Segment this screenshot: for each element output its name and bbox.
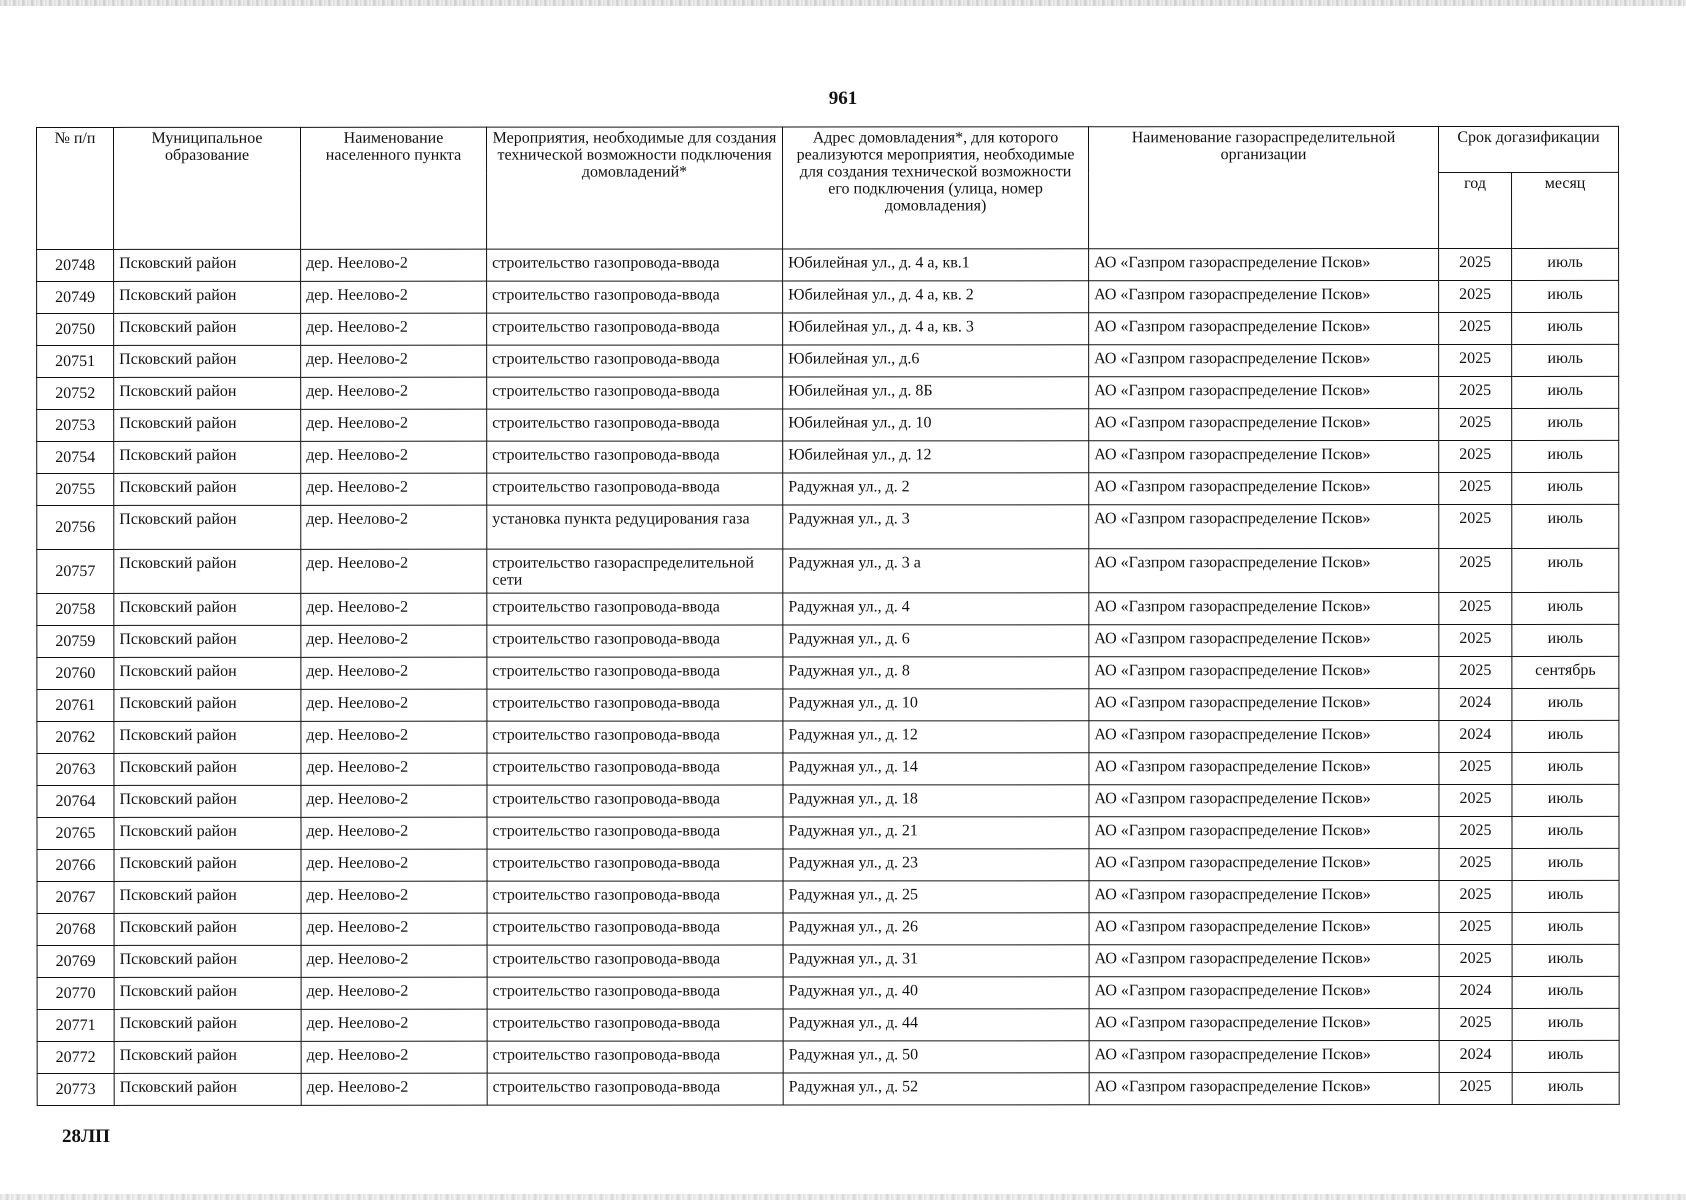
table-row	[37, 912, 1619, 945]
cell-num: 20751	[37, 345, 114, 377]
cell-measure: строительство газопровода-ввода	[487, 281, 783, 313]
cell-measure: строительство газопровода-ввода	[487, 881, 783, 913]
cell-num: 20759	[37, 625, 114, 657]
cell-address: Юбилейная ул., д. 4 а, кв. 2	[783, 281, 1089, 313]
cell-num: 20767	[37, 881, 114, 913]
table-row	[37, 280, 1619, 313]
table-row	[37, 592, 1619, 625]
cell-address: Радужная ул., д. 26	[783, 913, 1089, 945]
header-month: месяц	[1512, 172, 1619, 248]
cell-address: Радужная ул., д. 3	[783, 505, 1089, 549]
cell-month: июль	[1512, 1040, 1619, 1072]
cell-settlement: дер. Неелово-2	[301, 849, 487, 881]
cell-organization: АО «Газпром газораспределение Псков»	[1089, 377, 1439, 409]
cell-organization: АО «Газпром газораспределение Псков»	[1089, 753, 1439, 785]
cell-num: 20749	[37, 281, 114, 313]
cell-month: июль	[1512, 248, 1619, 280]
cell-settlement: дер. Неелово-2	[301, 977, 487, 1009]
cell-address: Юбилейная ул., д. 8Б	[783, 377, 1089, 409]
cell-num: 20760	[37, 657, 114, 689]
header-num: № п/п	[37, 127, 114, 249]
cell-measure: строительство газопровода-ввода	[487, 785, 783, 817]
cell-organization: АО «Газпром газораспределение Псков»	[1089, 817, 1439, 849]
cell-measure: строительство газопровода-ввода	[487, 1073, 783, 1105]
cell-organization: АО «Газпром газораспределение Псков»	[1089, 945, 1439, 977]
cell-year: 2025	[1439, 752, 1512, 784]
table-row	[37, 376, 1619, 409]
cell-num: 20753	[37, 409, 114, 441]
cell-num: 20765	[37, 817, 114, 849]
cell-organization: АО «Газпром газораспределение Псков»	[1089, 849, 1439, 881]
table-row	[37, 248, 1619, 281]
cell-month: июль	[1512, 504, 1619, 548]
cell-settlement: дер. Неелово-2	[301, 1041, 487, 1073]
cell-address: Радужная ул., д. 23	[783, 849, 1089, 881]
cell-measure: строительство газопровода-ввода	[487, 753, 783, 785]
cell-address: Юбилейная ул., д. 4 а, кв.1	[783, 249, 1089, 281]
cell-num: 20773	[37, 1073, 114, 1105]
cell-year: 2025	[1439, 944, 1512, 976]
cell-month: июль	[1512, 880, 1619, 912]
cell-num: 20771	[37, 1009, 114, 1041]
cell-municipality: Псковский район	[114, 689, 301, 721]
cell-month: июль	[1512, 816, 1619, 848]
cell-month: июль	[1512, 376, 1619, 408]
cell-municipality: Псковский район	[114, 249, 301, 281]
cell-measure: строительство газопровода-ввода	[487, 913, 783, 945]
cell-month: июль	[1512, 720, 1619, 752]
cell-address: Радужная ул., д. 3 а	[783, 549, 1089, 593]
cell-address: Радужная ул., д. 10	[783, 689, 1089, 721]
table-row	[37, 816, 1619, 849]
cell-settlement: дер. Неелово-2	[301, 473, 487, 505]
cell-measure: строительство газопровода-ввода	[487, 593, 783, 625]
cell-year: 2025	[1439, 624, 1512, 656]
cell-settlement: дер. Неелово-2	[301, 345, 487, 377]
cell-measure: строительство газопровода-ввода	[487, 473, 783, 505]
cell-organization: АО «Газпром газораспределение Псков»	[1089, 1041, 1439, 1073]
cell-settlement: дер. Неелово-2	[301, 913, 487, 945]
cell-organization: АО «Газпром газораспределение Псков»	[1089, 721, 1439, 753]
cell-municipality: Псковский район	[114, 785, 301, 817]
cell-year: 2025	[1439, 548, 1512, 592]
cell-measure: строительство газопровода-ввода	[487, 1041, 783, 1073]
cell-num: 20772	[37, 1041, 114, 1073]
cell-settlement: дер. Неелово-2	[301, 945, 487, 977]
cell-num: 20770	[37, 977, 114, 1009]
cell-measure: строительство газопровода-ввода	[487, 625, 783, 657]
cell-address: Радужная ул., д. 6	[783, 625, 1089, 657]
cell-municipality: Псковский район	[114, 441, 301, 473]
cell-address: Радужная ул., д. 44	[783, 1009, 1089, 1041]
cell-settlement: дер. Неелово-2	[301, 881, 487, 913]
cell-settlement: дер. Неелово-2	[301, 249, 487, 281]
cell-municipality: Псковский район	[114, 549, 301, 593]
cell-address: Радужная ул., д. 8	[783, 657, 1089, 689]
cell-year: 2025	[1439, 848, 1512, 880]
cell-measure: строительство газопровода-ввода	[487, 409, 783, 441]
cell-settlement: дер. Неелово-2	[301, 313, 487, 345]
cell-year: 2025	[1439, 1072, 1512, 1104]
cell-num: 20758	[37, 593, 114, 625]
scan-edge-top	[0, 0, 1686, 6]
cell-settlement: дер. Неелово-2	[301, 625, 487, 657]
cell-num: 20750	[37, 313, 114, 345]
cell-num: 20757	[37, 549, 114, 593]
cell-year: 2025	[1439, 656, 1512, 688]
table-row	[37, 752, 1619, 785]
cell-organization: АО «Газпром газораспределение Псков»	[1089, 625, 1439, 657]
cell-year: 2025	[1439, 472, 1512, 504]
cell-organization: АО «Газпром газораспределение Псков»	[1089, 249, 1439, 281]
table-row	[37, 504, 1619, 549]
cell-municipality: Псковский район	[114, 721, 301, 753]
cell-organization: АО «Газпром газораспределение Псков»	[1089, 281, 1439, 313]
table-row	[37, 344, 1619, 377]
cell-municipality: Псковский район	[114, 1073, 301, 1105]
cell-organization: АО «Газпром газораспределение Псков»	[1089, 689, 1439, 721]
cell-year: 2025	[1439, 912, 1512, 944]
cell-address: Радужная ул., д. 4	[783, 593, 1089, 625]
table-row	[37, 688, 1619, 721]
table-row	[37, 656, 1619, 689]
cell-settlement: дер. Неелово-2	[301, 657, 487, 689]
table-row	[37, 312, 1619, 345]
table-row	[37, 848, 1619, 881]
table-row	[37, 548, 1619, 593]
cell-organization: АО «Газпром газораспределение Псков»	[1089, 473, 1439, 505]
cell-measure: строительство газопровода-ввода	[487, 441, 783, 473]
header-year: год	[1439, 172, 1512, 248]
cell-year: 2025	[1439, 408, 1512, 440]
cell-organization: АО «Газпром газораспределение Псков»	[1089, 1009, 1439, 1041]
cell-organization: АО «Газпром газораспределение Псков»	[1089, 785, 1439, 817]
table-row	[37, 624, 1619, 657]
cell-organization: АО «Газпром газораспределение Псков»	[1089, 593, 1439, 625]
cell-organization: АО «Газпром газораспределение Псков»	[1089, 1073, 1439, 1105]
cell-address: Радужная ул., д. 52	[783, 1073, 1089, 1105]
cell-num: 20754	[37, 441, 114, 473]
cell-organization: АО «Газпром газораспределение Псков»	[1089, 881, 1439, 913]
cell-address: Радужная ул., д. 40	[783, 977, 1089, 1009]
cell-municipality: Псковский район	[114, 409, 301, 441]
cell-num: 20764	[37, 785, 114, 817]
cell-year: 2025	[1439, 440, 1512, 472]
cell-address: Юбилейная ул., д. 12	[783, 441, 1089, 473]
table-row	[37, 440, 1619, 473]
cell-year: 2025	[1439, 504, 1512, 548]
cell-settlement: дер. Неелово-2	[301, 593, 487, 625]
header-measures: Мероприятия, необходимые для создания технической возможности подключения домовладений*	[487, 127, 783, 249]
cell-year: 2024	[1439, 976, 1512, 1008]
cell-month: июль	[1512, 976, 1619, 1008]
header-deadline: Срок догазификации	[1439, 126, 1619, 172]
cell-measure: строительство газопровода-ввода	[487, 1009, 783, 1041]
cell-month: июль	[1512, 280, 1619, 312]
cell-municipality: Псковский район	[114, 505, 301, 549]
cell-year: 2024	[1439, 688, 1512, 720]
cell-address: Радужная ул., д. 25	[783, 881, 1089, 913]
cell-year: 2025	[1439, 344, 1512, 376]
cell-address: Радужная ул., д. 14	[783, 753, 1089, 785]
table-row	[37, 1040, 1619, 1073]
cell-num: 20769	[37, 945, 114, 977]
table-header	[37, 126, 1619, 249]
cell-organization: АО «Газпром газораспределение Псков»	[1089, 977, 1439, 1009]
cell-num: 20766	[37, 849, 114, 881]
cell-municipality: Псковский район	[114, 1009, 301, 1041]
cell-year: 2025	[1439, 312, 1512, 344]
cell-settlement: дер. Неелово-2	[301, 817, 487, 849]
cell-measure: строительство газопровода-ввода	[487, 817, 783, 849]
cell-num: 20755	[37, 473, 114, 505]
cell-municipality: Псковский район	[114, 313, 301, 345]
cell-measure: строительство газопровода-ввода	[487, 249, 783, 281]
cell-address: Юбилейная ул., д. 10	[783, 409, 1089, 441]
cell-num: 20763	[37, 753, 114, 785]
cell-measure: строительство газопровода-ввода	[487, 657, 783, 689]
cell-measure: строительство газопровода-ввода	[487, 377, 783, 409]
cell-month: июль	[1512, 440, 1619, 472]
cell-num: 20761	[37, 689, 114, 721]
cell-month: июль	[1512, 472, 1619, 504]
cell-municipality: Псковский район	[114, 657, 301, 689]
cell-organization: АО «Газпром газораспределение Псков»	[1089, 549, 1439, 593]
header-address: Адрес домовладения*, для которого реализуются мероприятия, необходимые для создания технической возможности его подключения (улица, номер домовладения)	[783, 127, 1089, 249]
cell-month: июль	[1512, 1072, 1619, 1104]
cell-municipality: Псковский район	[114, 753, 301, 785]
cell-address: Юбилейная ул., д.6	[783, 345, 1089, 377]
gasification-table	[36, 126, 1620, 1106]
cell-settlement: дер. Неелово-2	[301, 549, 487, 593]
cell-organization: АО «Газпром газораспределение Псков»	[1089, 913, 1439, 945]
cell-month: июль	[1512, 688, 1619, 720]
cell-organization: АО «Газпром газораспределение Псков»	[1089, 657, 1439, 689]
cell-measure: строительство газопровода-ввода	[487, 721, 783, 753]
scan-edge-bottom	[0, 1194, 1686, 1200]
cell-month: июль	[1512, 624, 1619, 656]
cell-organization: АО «Газпром газораспределение Псков»	[1089, 441, 1439, 473]
cell-measure: строительство газопровода-ввода	[487, 977, 783, 1009]
cell-year: 2024	[1439, 720, 1512, 752]
cell-year: 2025	[1439, 816, 1512, 848]
cell-municipality: Псковский район	[114, 593, 301, 625]
table-row	[37, 408, 1619, 441]
cell-municipality: Псковский район	[114, 1041, 301, 1073]
cell-month: июль	[1512, 848, 1619, 880]
header-settlement: Наименование населенного пункта	[301, 127, 487, 249]
cell-month: июль	[1512, 548, 1619, 592]
cell-month: июль	[1512, 944, 1619, 976]
table-row	[37, 944, 1619, 977]
cell-year: 2025	[1439, 784, 1512, 816]
cell-settlement: дер. Неелово-2	[301, 281, 487, 313]
cell-municipality: Псковский район	[114, 281, 301, 313]
cell-settlement: дер. Неелово-2	[301, 505, 487, 549]
header-municipality: Муниципальное образование	[114, 127, 301, 249]
cell-municipality: Псковский район	[114, 977, 301, 1009]
cell-municipality: Псковский район	[114, 945, 301, 977]
table-row	[37, 720, 1619, 753]
cell-year: 2025	[1439, 880, 1512, 912]
cell-measure: строительство газопровода-ввода	[487, 849, 783, 881]
cell-num: 20768	[37, 913, 114, 945]
table-body	[37, 248, 1620, 1105]
cell-organization: АО «Газпром газораспределение Псков»	[1089, 345, 1439, 377]
page-number: 961	[828, 88, 858, 109]
cell-settlement: дер. Неелово-2	[301, 721, 487, 753]
cell-settlement: дер. Неелово-2	[301, 409, 487, 441]
cell-settlement: дер. Неелово-2	[301, 1073, 487, 1105]
cell-year: 2025	[1439, 376, 1512, 408]
cell-organization: АО «Газпром газораспределение Псков»	[1089, 409, 1439, 441]
table-row	[37, 976, 1619, 1009]
cell-measure: строительство газопровода-ввода	[487, 945, 783, 977]
cell-organization: АО «Газпром газораспределение Псков»	[1089, 313, 1439, 345]
cell-month: июль	[1512, 784, 1619, 816]
cell-num: 20762	[37, 721, 114, 753]
cell-month: июль	[1512, 592, 1619, 624]
cell-organization: АО «Газпром газораспределение Псков»	[1089, 505, 1439, 549]
cell-month: июль	[1512, 752, 1619, 784]
cell-settlement: дер. Неелово-2	[301, 689, 487, 721]
cell-year: 2024	[1439, 1040, 1512, 1072]
cell-month: июль	[1512, 912, 1619, 944]
cell-municipality: Псковский район	[114, 817, 301, 849]
cell-municipality: Псковский район	[114, 849, 301, 881]
cell-address: Радужная ул., д. 12	[783, 721, 1089, 753]
cell-year: 2025	[1439, 1008, 1512, 1040]
cell-municipality: Псковский район	[114, 625, 301, 657]
cell-address: Юбилейная ул., д. 4 а, кв. 3	[783, 313, 1089, 345]
cell-month: июль	[1512, 408, 1619, 440]
cell-num: 20748	[37, 249, 114, 281]
header-organization: Наименование газораспределительной организации	[1089, 127, 1439, 249]
cell-year: 2025	[1439, 248, 1512, 280]
cell-address: Радужная ул., д. 2	[783, 473, 1089, 505]
cell-month: июль	[1512, 344, 1619, 376]
cell-address: Радужная ул., д. 18	[783, 785, 1089, 817]
cell-measure: строительство газопровода-ввода	[487, 313, 783, 345]
cell-month: июль	[1512, 1008, 1619, 1040]
cell-municipality: Псковский район	[114, 473, 301, 505]
cell-municipality: Псковский район	[114, 881, 301, 913]
cell-month: сентябрь	[1512, 656, 1619, 688]
cell-address: Радужная ул., д. 50	[783, 1041, 1089, 1073]
cell-year: 2025	[1439, 280, 1512, 312]
table-row	[37, 880, 1619, 913]
table-row	[37, 1072, 1619, 1105]
cell-month: июль	[1512, 312, 1619, 344]
cell-measure: строительство газораспределительной сети	[487, 549, 783, 593]
cell-measure: установка пункта редуцирования газа	[487, 505, 783, 549]
table-row	[37, 784, 1619, 817]
table-row	[37, 472, 1619, 505]
cell-settlement: дер. Неелово-2	[301, 753, 487, 785]
cell-municipality: Псковский район	[114, 345, 301, 377]
cell-municipality: Псковский район	[114, 913, 301, 945]
cell-num: 20756	[37, 505, 114, 549]
cell-municipality: Псковский район	[114, 377, 301, 409]
cell-address: Радужная ул., д. 21	[783, 817, 1089, 849]
cell-measure: строительство газопровода-ввода	[487, 689, 783, 721]
cell-year: 2025	[1439, 592, 1512, 624]
table-row	[37, 1008, 1619, 1041]
cell-settlement: дер. Неелово-2	[301, 441, 487, 473]
cell-measure: строительство газопровода-ввода	[487, 345, 783, 377]
cell-settlement: дер. Неелово-2	[301, 377, 487, 409]
cell-num: 20752	[37, 377, 114, 409]
cell-settlement: дер. Неелово-2	[301, 1009, 487, 1041]
cell-settlement: дер. Неелово-2	[301, 785, 487, 817]
cell-address: Радужная ул., д. 31	[783, 945, 1089, 977]
footer-code: 28ЛП	[62, 1126, 110, 1147]
